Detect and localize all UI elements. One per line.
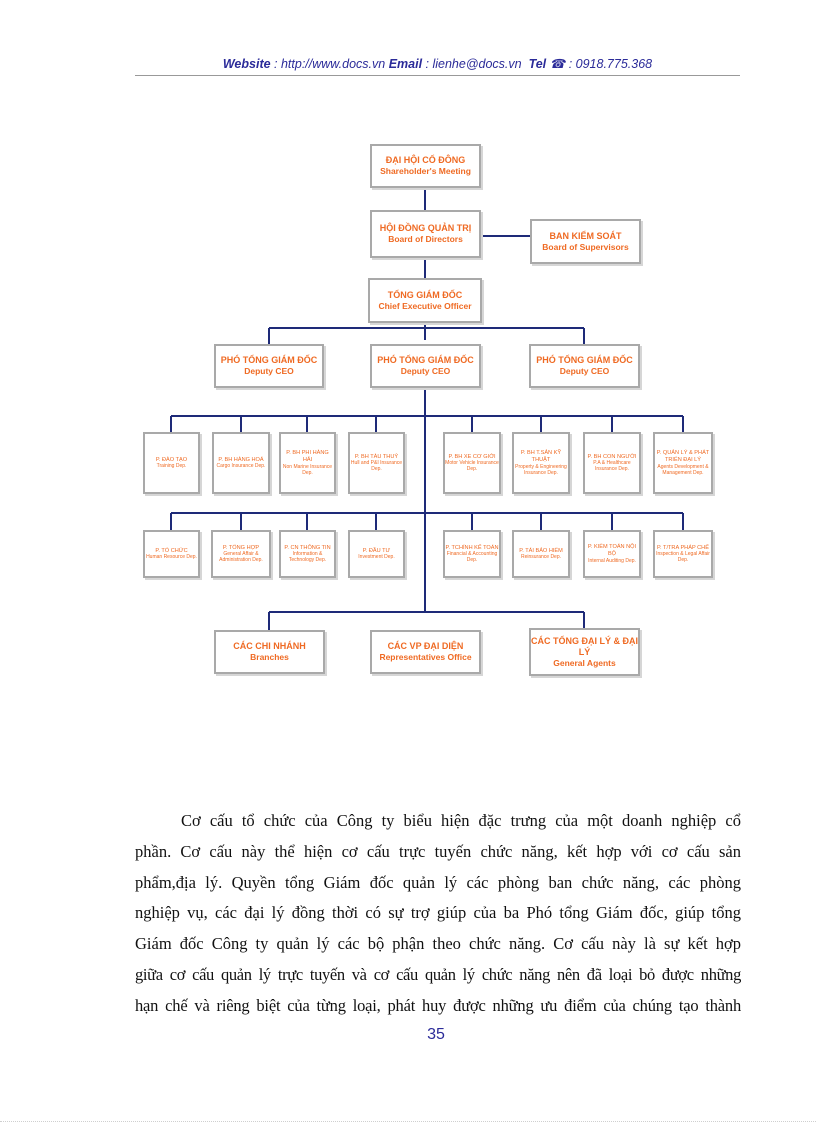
org-box-en: Financial & Accounting Dep. — [446, 551, 498, 564]
org-box-vn: CÁC CHI NHÁNH — [233, 641, 306, 651]
body-paragraph — [135, 806, 741, 1022]
footer-divider — [0, 1121, 816, 1122]
org-box-dept-legal — [653, 530, 713, 578]
org-box-en: Inspection & Legal Affair Dep. — [656, 551, 710, 564]
website-sep: : — [270, 57, 281, 71]
tel-value: 0918.775.368 — [575, 57, 653, 71]
org-box-vn: CÁC TỔNG ĐẠI LÝ & ĐẠI LÝ — [531, 635, 638, 657]
org-box-vn: P. BH HÀNG HOÁ — [218, 456, 264, 463]
org-box-en: P.A & Healthcare Insurance Dep. — [593, 460, 631, 473]
org-box-shareholders — [370, 144, 481, 188]
org-box-en: Board of Directors — [388, 234, 463, 244]
org-box-dept-reinsurance — [512, 530, 570, 578]
org-box-dept-admin — [211, 530, 271, 578]
email-value[interactable]: lienhe@docs.vn — [432, 57, 522, 71]
org-box-en: Cargo Insurance Dep. — [216, 463, 266, 470]
org-box-vn: P. TỔNG HỢP — [222, 544, 260, 551]
org-box-dept-hr — [143, 530, 200, 578]
org-box-en: General Agents — [553, 657, 616, 668]
org-box-deputy-1 — [214, 344, 324, 388]
org-box-dept-healthcare — [583, 432, 641, 494]
org-box-vn: BAN KIỂM SOÁT — [549, 230, 622, 241]
org-box-vn: ĐẠI HỘI CỔ ĐÔNG — [385, 155, 466, 165]
paragraph-line: phẩm,địa lý. Quyền tổng Giám đốc quản lý các phòng ban chức năng, các phòng — [135, 872, 741, 892]
org-box-dept-it — [279, 530, 336, 578]
org-box-en: Information & Technology Dep. — [288, 551, 327, 564]
org-box-en: Internal Auditing Dep. — [588, 557, 636, 564]
org-box-vn: P. TỔ CHỨC — [155, 547, 188, 554]
org-box-vn: P. BH PHI HÀNG HẢI — [286, 450, 329, 463]
org-box-en: General Affair & Administration Dep. — [219, 551, 263, 564]
org-box-vn: PHÓ TỔNG GIÁM ĐỐC — [377, 355, 474, 365]
org-box-dept-finance — [443, 530, 501, 578]
org-box-vn: P. TÁI BẢO HIỂM — [519, 547, 563, 554]
org-box-en: Board of Supervisors — [542, 241, 629, 252]
website-url[interactable]: http://www.docs.vn — [280, 57, 386, 71]
org-box-en: Hull and P&I Insurance Dep. — [350, 460, 403, 473]
org-box-vn: P. T/TRA PHÁP CHẾ — [657, 544, 709, 551]
org-box-vn: CÁC VP ĐẠI DIỆN — [387, 641, 464, 651]
org-box-dept-property — [512, 432, 570, 494]
org-box-ceo — [368, 278, 482, 323]
org-box-vn: P. TCHÍNH KẾ TOÁN — [445, 544, 499, 551]
org-box-vn: P. ĐÀO TẠO — [155, 456, 188, 463]
email-sep: : — [422, 57, 433, 71]
org-box-vn: PHÓ TỔNG GIÁM ĐỐC — [220, 355, 318, 365]
org-box-en: Shareholder's Meeting — [380, 166, 471, 176]
org-box-vn: P. BH T.SẢN KỸ THUẬT — [520, 450, 562, 463]
paragraph-line: Cơ cấu tổ chức của Công ty biểu hiện đặc trưng của một doanh nghiệp cổ — [181, 811, 741, 830]
org-box-vn: P. QUẢN LÝ & PHÁT TRIỂN ĐẠI LÝ — [656, 450, 710, 463]
org-box-vn: P. ĐẦU TƯ — [362, 547, 391, 554]
email-label: Email — [388, 57, 423, 71]
org-box-en: Deputy CEO — [559, 366, 610, 376]
org-box-branches — [214, 630, 325, 674]
org-box-dept-non-marine — [279, 432, 336, 494]
paragraph-line: nghiệp vụ, các đại lý đồng thời có sự trợ giúp của ba Phó tổng Giám đốc, giúp tổng — [135, 903, 741, 923]
org-box-en: Non Marine Insurance Dep. — [282, 463, 333, 476]
org-box-vn: HỘI ĐỒNG QUẢN TRỊ — [379, 223, 472, 233]
org-box-supervisors — [530, 219, 641, 264]
org-box-vn: PHÓ TỔNG GIÁM ĐỐC — [536, 355, 633, 365]
paragraph-line: hạn chế và riêng biệt của từng loại, phát huy được những ưu điểm của chúng tạo thành — [135, 995, 741, 1015]
org-box-vn: P. BH TÀU THUỶ — [354, 453, 399, 460]
org-box-en: Deputy CEO — [244, 366, 294, 376]
org-box-dept-training — [143, 432, 200, 494]
org-box-vn: P. CN THÔNG TIN — [284, 544, 331, 551]
org-box-dept-hull — [348, 432, 405, 494]
org-box-dept-audit — [583, 530, 641, 578]
org-box-dept-agents — [653, 432, 713, 494]
org-box-deputy-3 — [529, 344, 640, 388]
website-label: Website — [222, 57, 271, 71]
paragraph-line: Giám đốc Công ty quản lý các bộ phận theo chức năng. Cơ cấu này là sự kết hợp — [135, 934, 741, 954]
tel-label: Tel — [528, 57, 547, 71]
org-box-dept-investment — [348, 530, 405, 578]
org-box-en: Property & Engineering Insurance Dep. — [515, 463, 567, 476]
org-box-agents — [529, 628, 640, 676]
org-box-rep-offices — [370, 630, 481, 674]
org-box-vn: P. BH XE CƠ GIỚI — [448, 453, 496, 460]
paragraph-line: phần. Cơ cấu này thể hiện cơ cấu trực tuyến chức năng, kết hợp với cơ cấu sản — [135, 841, 741, 861]
org-box-vn: TỔNG GIÁM ĐỐC — [387, 289, 463, 300]
org-box-en: Agents Development & Management Dep. — [657, 463, 709, 476]
org-box-dept-motor — [443, 432, 501, 494]
org-box-dept-cargo — [212, 432, 270, 494]
page-number: 35 — [427, 1026, 445, 1043]
org-box-vn: P. BH CON NGƯỜI — [587, 453, 637, 460]
org-box-en: Training Dep. — [156, 463, 187, 470]
phone-icon: ☎ — [549, 57, 566, 71]
org-box-en: Deputy CEO — [400, 366, 451, 376]
org-box-en: Chief Executive Officer — [378, 300, 472, 311]
org-box-en: Branches — [250, 652, 289, 662]
org-box-vn: P. KIỂM TOÁN NỘI BỘ — [587, 544, 637, 557]
org-box-en: Investment Dep. — [358, 554, 395, 561]
org-box-en: Human Resource Dep. — [146, 554, 197, 561]
org-box-en: Motor Vehicle Insurance Dep. — [445, 460, 499, 473]
paragraph-line: giữa cơ cấu quản lý trực tuyến và cơ cấu quản lý chức năng nên đã loại bỏ được những — [135, 964, 741, 984]
org-box-board — [370, 210, 481, 258]
tel-sep: : — [565, 57, 576, 71]
org-box-en: Reinsurance Dep. — [520, 554, 562, 561]
org-box-deputy-2 — [370, 344, 481, 388]
org-box-en: Representatives Office — [379, 652, 472, 662]
